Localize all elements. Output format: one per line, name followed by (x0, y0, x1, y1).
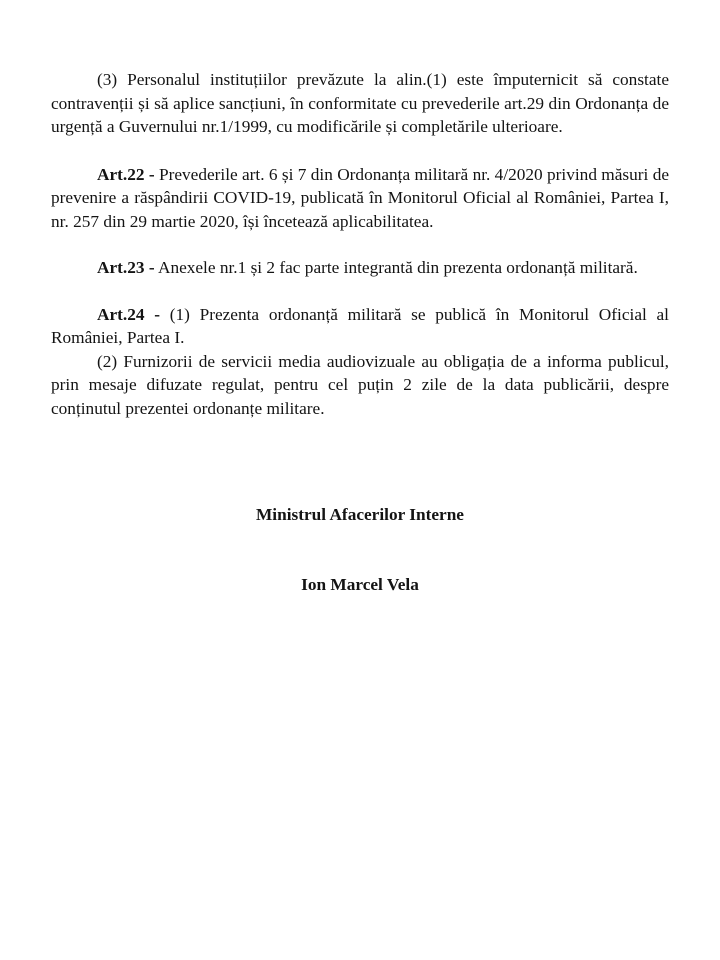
article-22-label: Art.22 - (97, 164, 155, 184)
signature-title: Ministrul Afacerilor Interne (256, 505, 464, 524)
article-24-alin-2: (2) Furnizorii de servicii media audiovizuale au obligația de a informa publicul, prin mesaje difuzate regulat, pentru cel puțin 2 zile de la data publicării, despre conținutul prezentei ordonanțe militare. (51, 351, 669, 418)
article-24-label: Art.24 - (97, 304, 160, 324)
article-23 (51, 256, 669, 280)
paragraph-alin-3: (3) Personalul instituțiilor prevăzute la alin.(1) este împuternicit să constate contravenții și să aplice sancțiuni, în conformitate cu prevederile art.29 din Ordonanța de urgență a Guvernului nr.1/1999, cu modificările și completările ulterioare. (51, 70, 669, 136)
article-24-text: (1) Prezenta ordonanță militară se publică în Monitorul Oficial al României, Partea I. (51, 304, 669, 347)
signature-name: Ion Marcel Vela (301, 575, 419, 594)
article-24 (51, 303, 669, 350)
article-23-label: Art.23 - (97, 258, 155, 277)
article-22-text: Prevederile art. 6 și 7 din Ordonanța militară nr. 4/2020 privind măsuri de prevenire a răspândirii COVID-19, publicată în Monitorul Oficial al României, Partea I, nr. 257 din 29 martie 2020, își încetează aplicabilitatea. (51, 164, 670, 231)
article-22 (51, 163, 669, 234)
article-23-text: Anexele nr.1 și 2 fac parte integrantă din prezenta ordonanță militară. (154, 258, 638, 277)
document-body (51, 68, 669, 420)
